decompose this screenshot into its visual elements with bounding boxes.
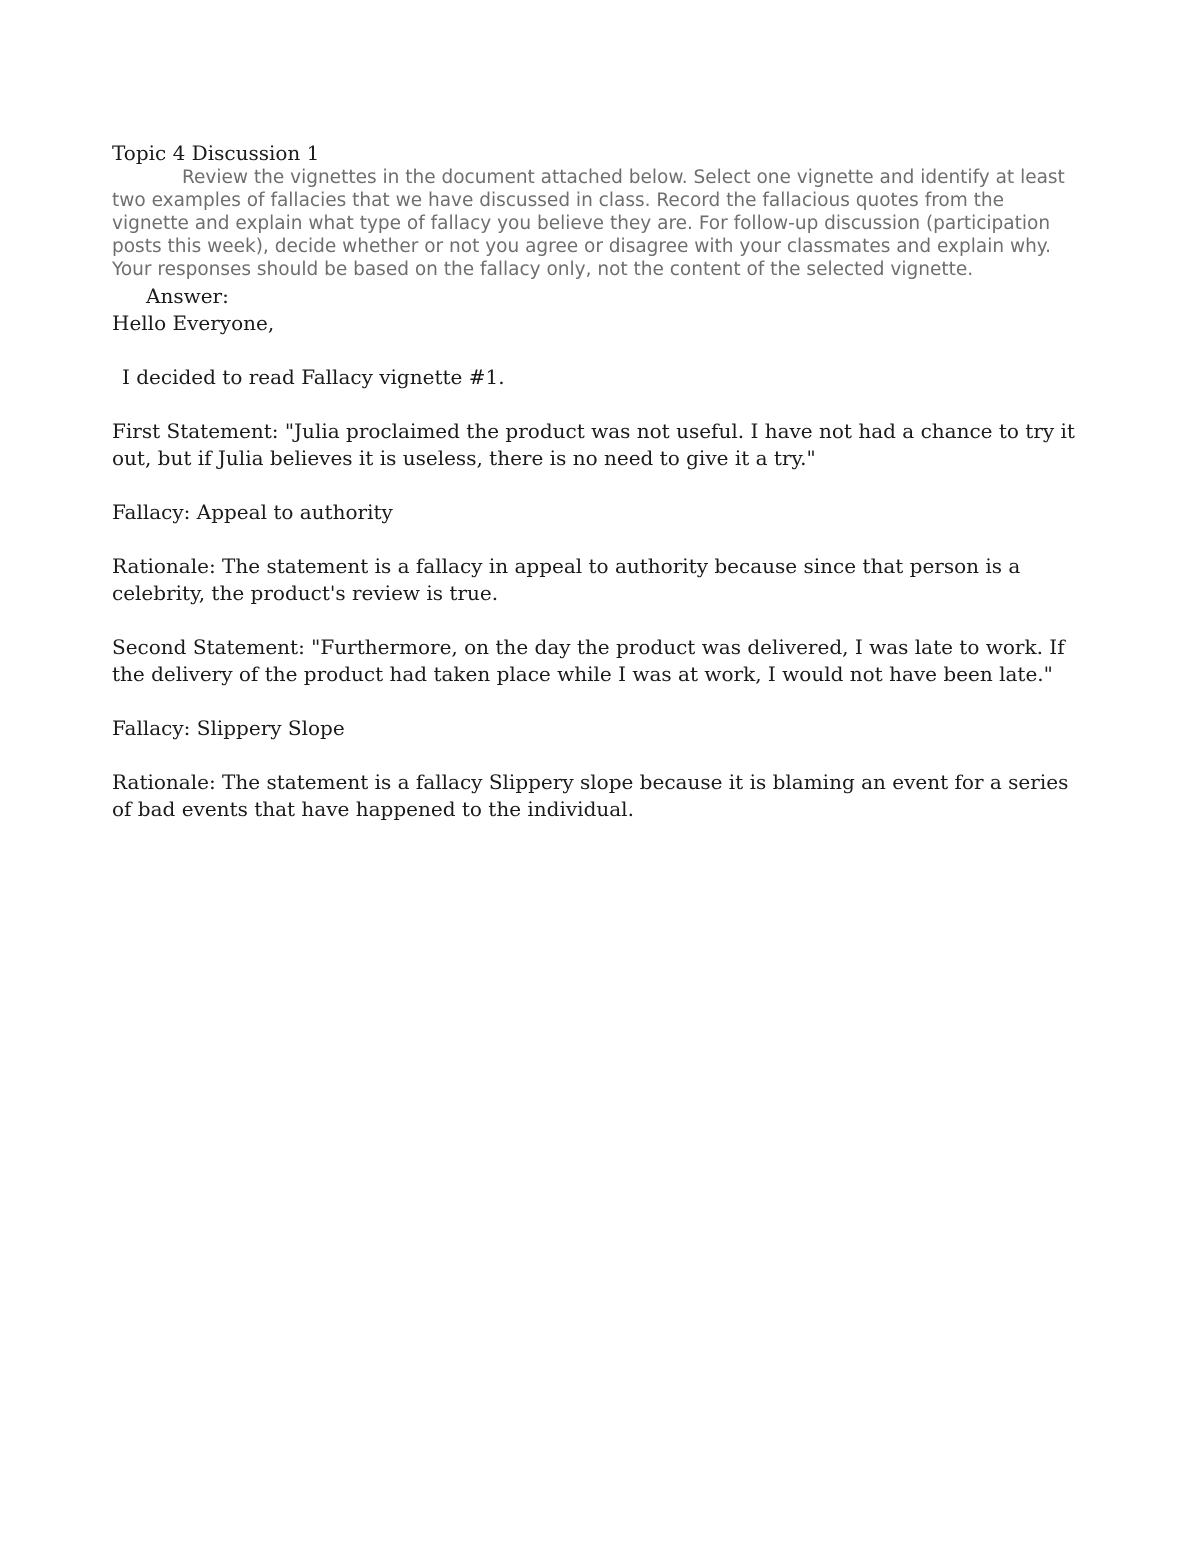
first-statement: First Statement: "Julia proclaimed the product was not useful. I have not had a chance to try it out, but if Julia believes it is useless, there is no need to give it a try." <box>112 419 1075 470</box>
greeting: Hello Everyone, <box>112 311 275 335</box>
second-fallacy: Fallacy: Slippery Slope <box>112 716 345 740</box>
second-statement: Second Statement: "Furthermore, on the day the product was delivered, I was late to work. If the delivery of the product had taken place while I was at work, I would not have been late." <box>112 635 1065 686</box>
discussion-prompt: Review the vignettes in the document attached below. Select one vignette and identify at least two examples of fallacies that we have discussed in class. Record the fallacious quotes from the vignette and explain what type of fallacy you believe they are. For follow-up discussion (participation posts this week), decide whether or not you agree or disagree with your classmates and explain why. Your responses should be based on the fallacy only, not the content of the selected vignette. <box>112 167 1065 280</box>
intro-line: I decided to read Fallacy vignette #1. <box>122 365 505 389</box>
first-rationale: Rationale: The statement is a fallacy in appeal to authority because since that person is a celebrity, the product's review is true. <box>112 554 1021 605</box>
first-fallacy: Fallacy: Appeal to authority <box>112 500 393 524</box>
document-title: Topic 4 Discussion 1 <box>112 141 320 165</box>
answer-label: Answer: <box>146 284 229 308</box>
document-page <box>112 140 1082 823</box>
second-rationale: Rationale: The statement is a fallacy Slippery slope because it is blaming an event for a series of bad events that have happened to the individual. <box>112 770 1069 821</box>
